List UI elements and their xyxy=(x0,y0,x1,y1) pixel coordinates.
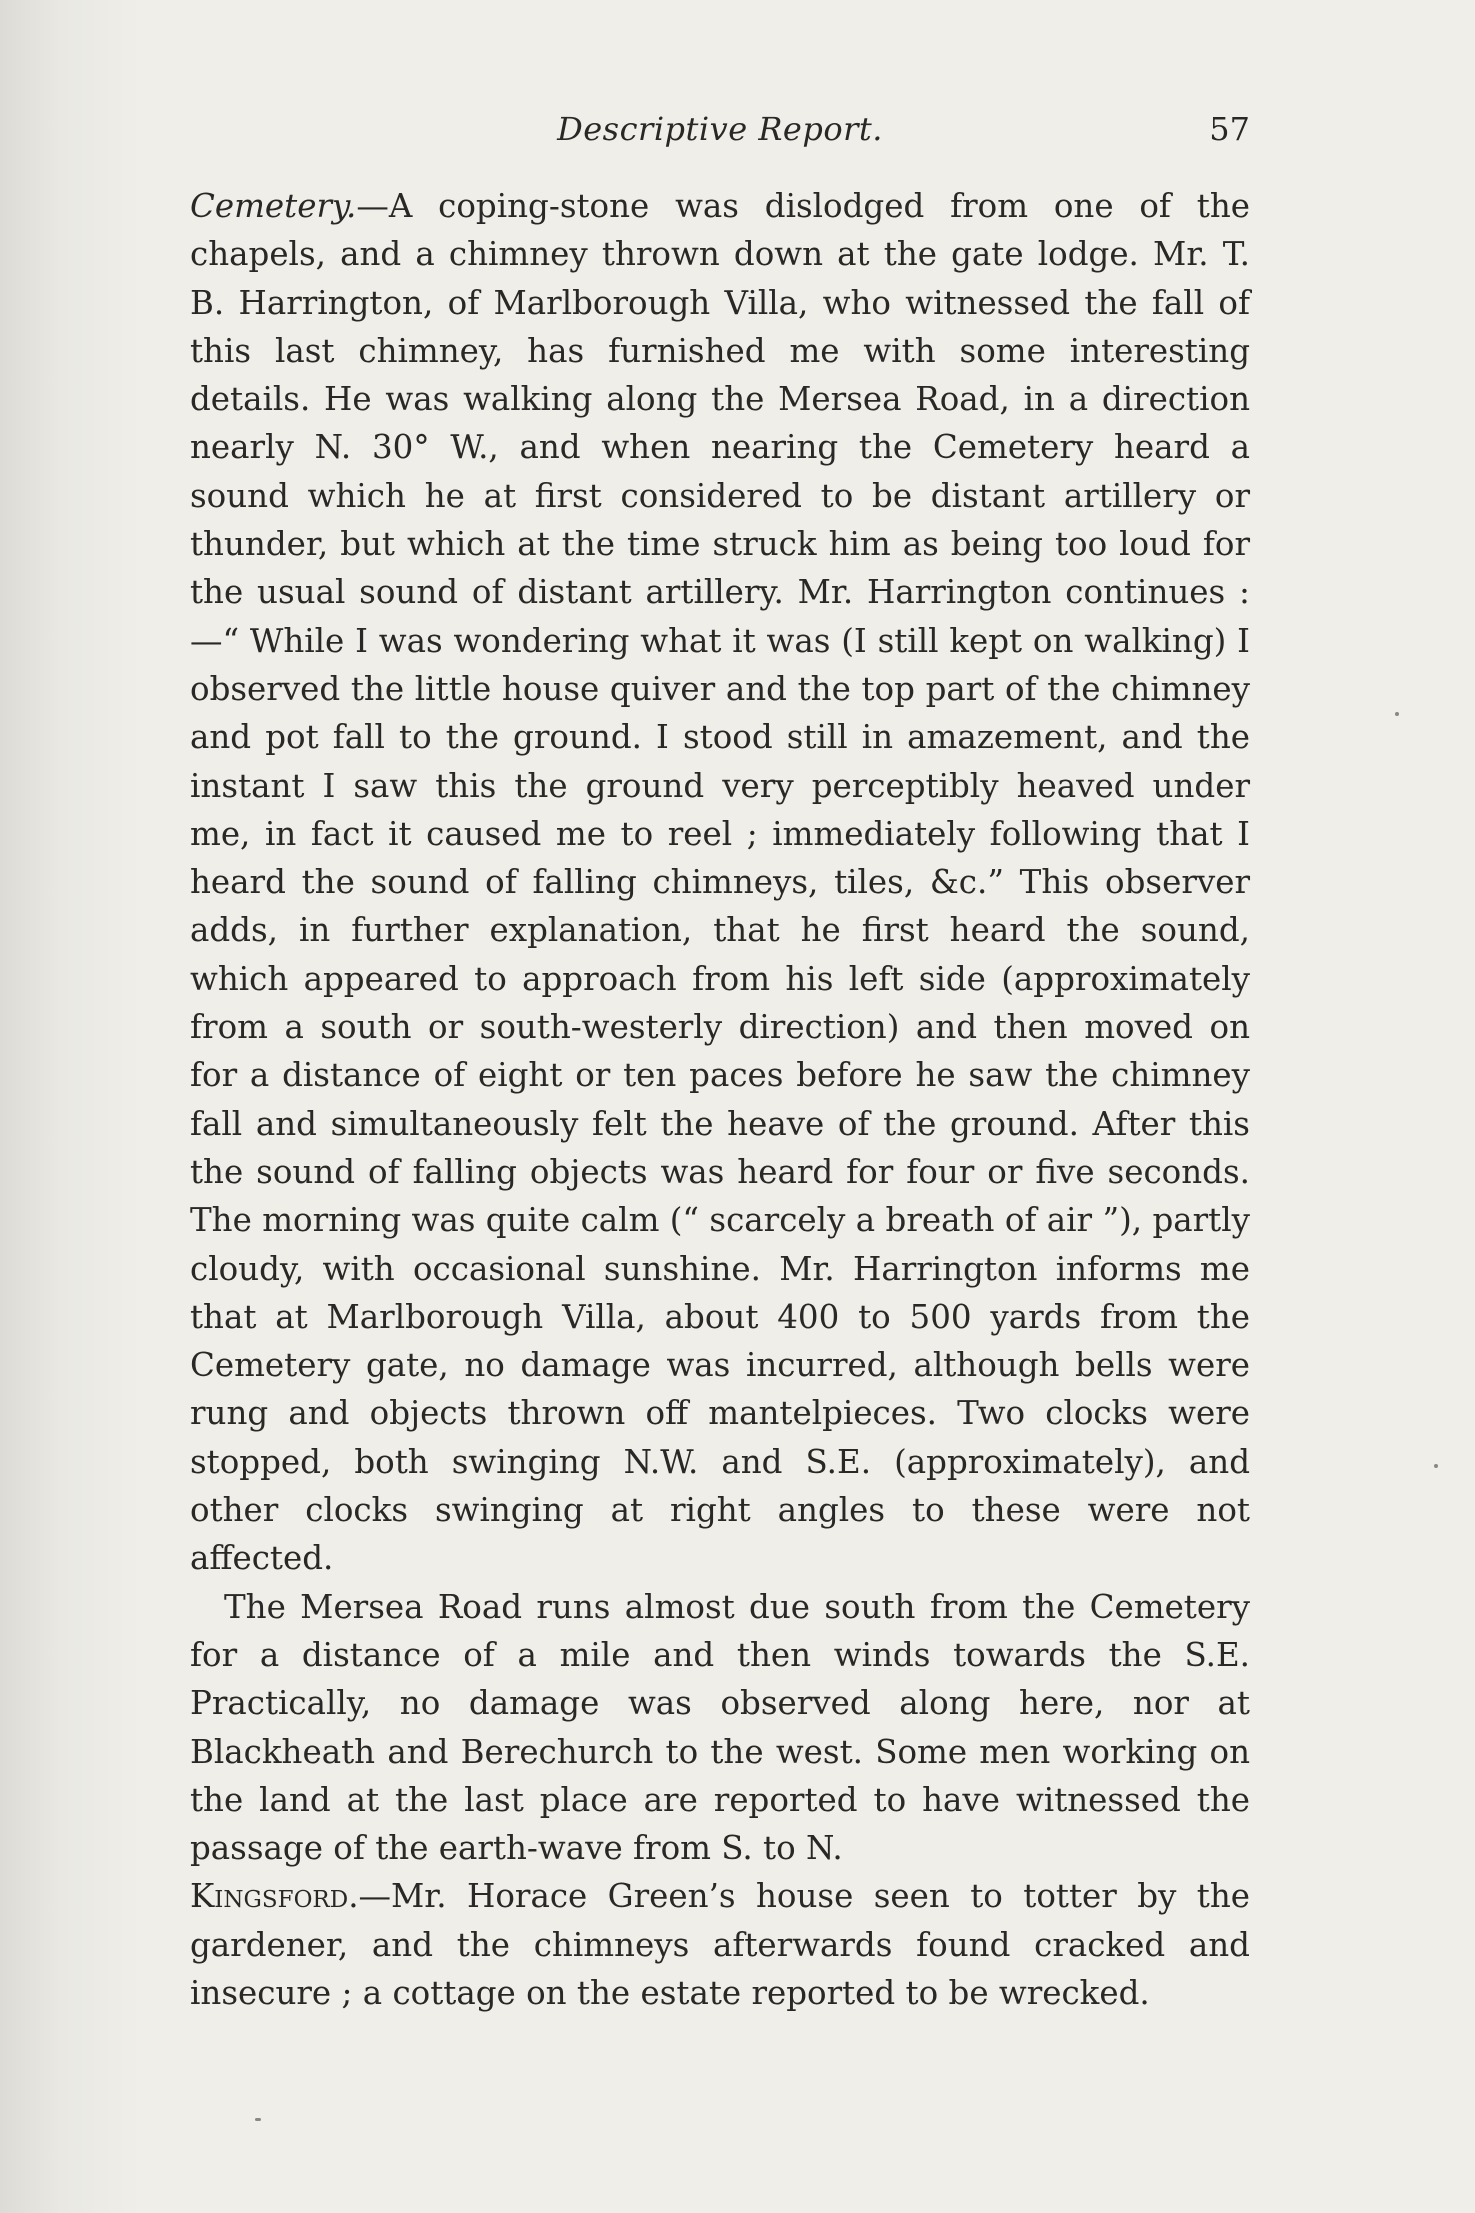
paper-speck xyxy=(1434,1464,1438,1468)
running-title: Descriptive Report. xyxy=(557,110,883,148)
page-number: 57 xyxy=(1209,110,1250,148)
paragraph-text: —A coping-stone was dislodged from one of the chapels, and a chimney thrown down at the gate lodge. Mr. T. B. Harrington, of Marlborough Villa, who witnessed the fall of this last chimney, has furnished me with some interesting details. He was walking along the Mersea Road, in a direction nearly N. 30° W., and when nearing the Cemetery heard a sound which he at first considered to be distant artillery or thunder, but which at the time struck him as being too loud for the usual sound of distant artillery. Mr. Harrington continues :—“ While I was wondering what it was (I still kept on walking) I observed the little house quiver and the top part of the chimney and pot fall to the ground. I stood still in amazement, and the instant I saw this the ground very perceptibly heaved under me, in fact it caused me to reel ; immediately following that I heard the sound of falling chimneys, tiles, &c.” This observer adds, in further explanation, that he first heard the sound, which appeared to approach from his left side (approximately from a south or south-westerly direction) and then moved on for a distance of eight or ten paces before he saw the chimney fall and simultaneously felt the heave of the ground. After this the sound of falling objects was heard for four or five seconds. The morning was quite calm (“ scarcely a breath of air ”), partly cloudy, with occasional sunshine. Mr. Harrington informs me that at Marlborough Villa, about 400 to 500 yards from the Cemetery gate, no damage was incurred, although bells were rung and objects thrown off mantelpieces. Two clocks were stopped, both swinging N.W. and S.E. (approximately), and other clocks swinging at right angles to these were not affected. xyxy=(190,187,1250,1578)
run-in-heading-cemetery: Cemetery. xyxy=(190,187,357,225)
document-page xyxy=(190,100,1250,2180)
body-text xyxy=(190,182,1250,2017)
paragraph-kingsford xyxy=(190,1872,1250,2017)
paper-speck xyxy=(255,2118,261,2121)
run-in-heading-kingsford: Kingsford. xyxy=(190,1877,359,1916)
paragraph-text: —Mr. Horace Green’s house seen to totter by the gardener, and the chimneys afterwards found cracked and insecure ; a cottage on the estate reported to be wrecked. xyxy=(190,1877,1250,2012)
paragraph-cemetery xyxy=(190,182,1250,1583)
paper-speck xyxy=(1395,712,1399,716)
paragraph-text: The Mersea Road runs almost due south from the Cemetery for a distance of a mile and then winds towards the S.E. Practically, no damage was observed along here, nor at Blackheath and Berechurch to the west. Some men working on the land at the last place are reported to have witnessed the passage of the earth-wave from S. to N. xyxy=(190,1587,1250,1868)
paragraph-mersea-road xyxy=(190,1583,1250,1873)
running-head xyxy=(190,110,1250,160)
